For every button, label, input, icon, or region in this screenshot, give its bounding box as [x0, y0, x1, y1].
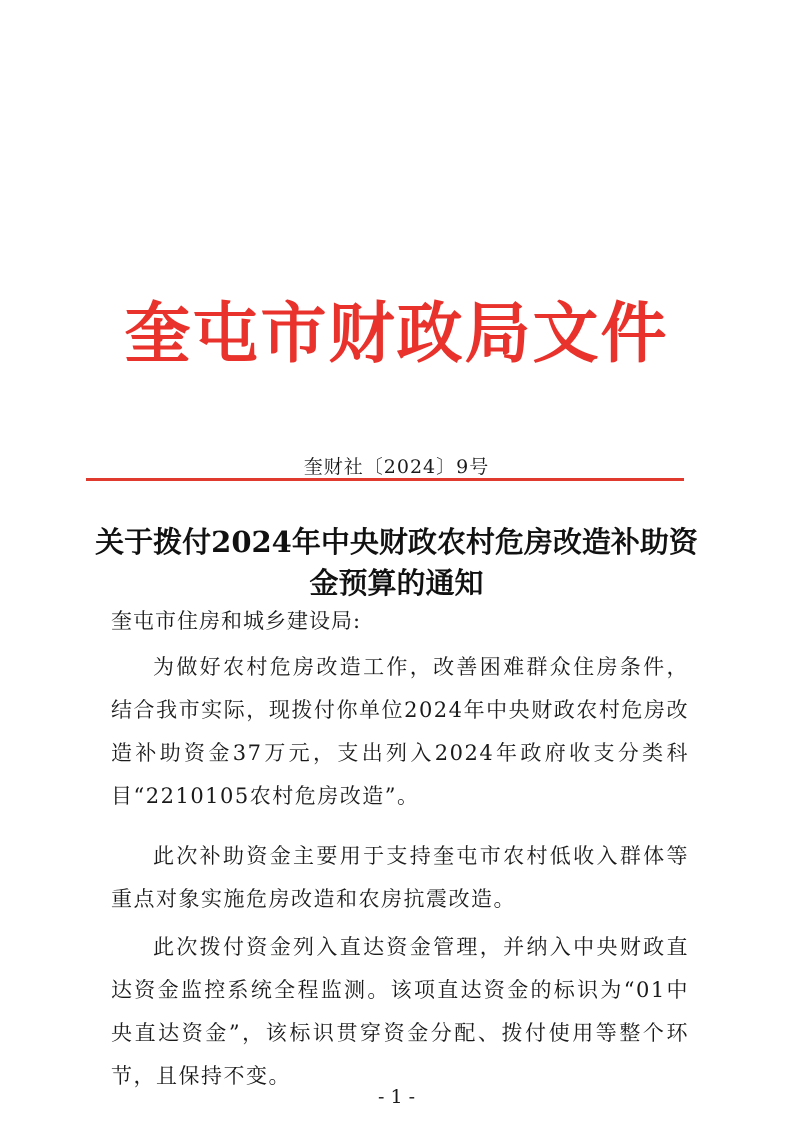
body-paragraph-2: 此次补助资金主要用于支持奎屯市农村低收入群体等重点对象实施危房改造和农房抗震改造。	[111, 844, 689, 911]
body-paragraph-3: 此次拨付资金列入直达资金管理，并纳入中央财政直达资金监控系统全程监测。该项直达资金的标识为“01中央直达资金”，该标识贯穿资金分配、拨付使用等整个环节，且保持不变。	[111, 935, 689, 1088]
document-number: 奎财社〔2024〕9号	[303, 456, 490, 478]
body-paragraph-1: 为做好农村危房改造工作，改善困难群众住房条件，结合我市实际，现拨付你单位2024年中央财政农村危房改造补助资金37万元，支出列入2024年政府收支分类科目“2210105农村危房改造”。	[111, 655, 689, 808]
red-divider-line	[86, 478, 684, 481]
agency-header-title: 奎屯市财政局文件	[124, 295, 669, 372]
page-number: - 1 -	[377, 1086, 415, 1108]
notice-title: 关于拨付2024年中央财政农村危房改造补助资金预算的通知	[95, 525, 698, 600]
salutation: 奎屯市住房和城乡建设局:	[111, 609, 362, 633]
